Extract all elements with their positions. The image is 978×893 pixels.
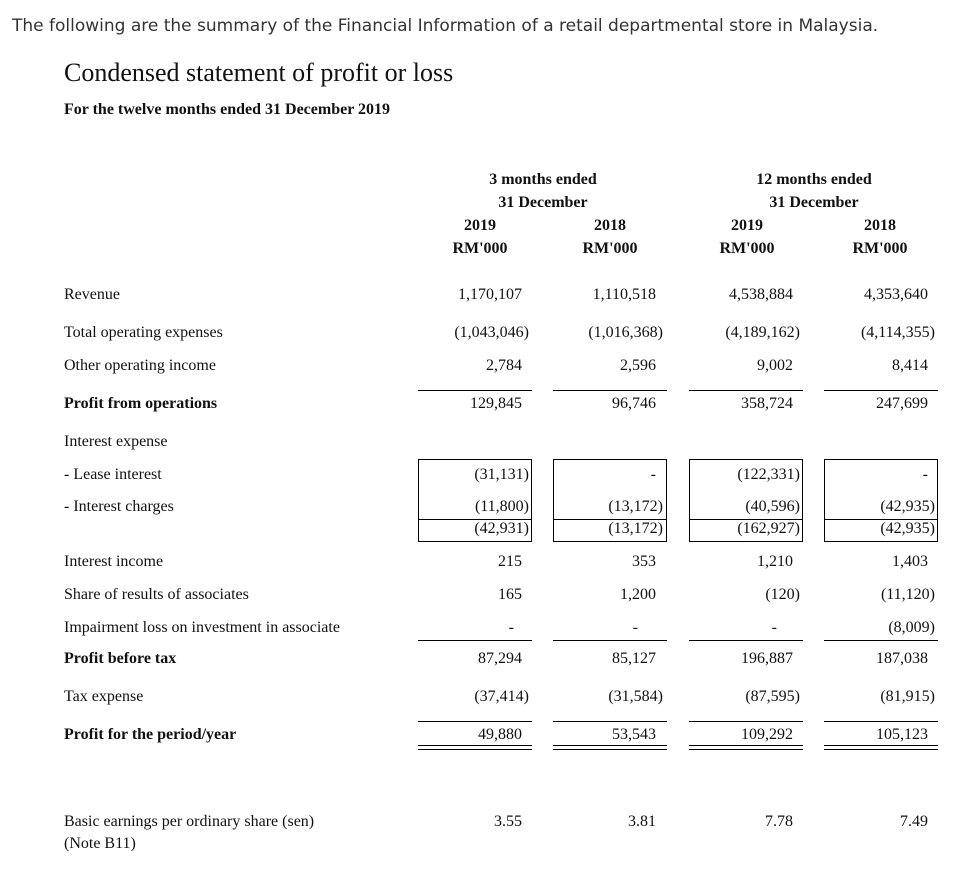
value-cell: 1,170,107	[458, 286, 522, 303]
value-cell: 187,038	[876, 650, 928, 667]
subtotal-rule	[553, 390, 667, 391]
value-cell: (40,596)	[745, 498, 800, 515]
row-label-profit-for-period: Profit for the period/year	[64, 726, 237, 743]
subtotal-rule	[553, 721, 667, 722]
value-cell: 1,110,518	[592, 286, 656, 303]
value-cell: 8,414	[892, 357, 928, 374]
row-label-basic-eps: Basic earnings per ordinary share (sen)	[64, 813, 315, 830]
total-double-rule	[824, 749, 938, 750]
value-cell: (162,927)	[737, 520, 800, 537]
column-header: 2019 RM'000	[452, 217, 508, 257]
value-cell: (8,009)	[888, 619, 935, 636]
row-label-share-of-results: Share of results of associates	[64, 586, 249, 603]
statement-subtitle: For the twelve months ended 31 December 2019	[64, 101, 391, 118]
subtotal-rule	[824, 721, 938, 722]
subtotal-rule	[689, 640, 803, 641]
column-header: 2018 RM'000	[582, 217, 638, 257]
value-cell: (11,800)	[474, 498, 529, 515]
value-cell: (1,043,046)	[454, 324, 529, 341]
value-cell: 196,887	[741, 650, 793, 667]
value-cell: 9,002	[757, 357, 793, 374]
value-cell: 3.81	[628, 813, 656, 830]
value-cell: 247,699	[876, 395, 928, 412]
value-cell: 4,538,884	[729, 286, 793, 303]
value-cell: 358,724	[741, 395, 793, 412]
total-double-rule	[689, 749, 803, 750]
total-double-rule	[418, 745, 532, 746]
row-label-profit-before-tax: Profit before tax	[64, 650, 177, 667]
value-cell: (13,172)	[608, 520, 663, 537]
value-cell: 105,123	[876, 726, 928, 743]
value-cell: (13,172)	[608, 498, 663, 515]
value-cell: (122,331)	[737, 466, 800, 483]
column-header: 2019 RM'000	[719, 217, 775, 257]
subtotal-rule	[824, 640, 938, 641]
row-label-other-operating-income: Other operating income	[64, 357, 216, 374]
value-cell: 3.55	[494, 813, 522, 830]
value-cell: 85,127	[612, 650, 656, 667]
value-cell: -	[632, 619, 638, 636]
value-cell: 4,353,640	[864, 286, 928, 303]
value-cell: (120)	[765, 586, 800, 603]
value-cell: 215	[498, 553, 522, 570]
value-cell: 49,880	[478, 726, 522, 743]
subtotal-rule	[553, 640, 667, 641]
value-cell: (42,931)	[474, 520, 529, 537]
row-label-profit-from-operations: Profit from operations	[64, 395, 218, 412]
row-label-lease-interest: - Lease interest	[64, 466, 162, 483]
value-cell: 2,784	[486, 357, 522, 374]
row-label-interest-expense: Interest expense	[64, 433, 168, 450]
value-cell: 1,403	[892, 553, 928, 570]
intro-text: The following are the summary of the Financial Information of a retail departmental store in Malaysia.	[12, 16, 879, 36]
row-label-total-operating-expenses: Total operating expenses	[64, 324, 223, 341]
row-label-interest-charges: - Interest charges	[64, 498, 174, 515]
value-cell: (4,114,355)	[860, 324, 935, 341]
row-label-note: (Note B11)	[64, 835, 136, 852]
subtotal-rule	[418, 390, 532, 391]
statement-title: Condensed statement of profit or loss	[64, 58, 454, 87]
row-label-interest-income: Interest income	[64, 553, 164, 570]
value-cell: 165	[498, 586, 522, 603]
row-label-revenue: Revenue	[64, 286, 120, 303]
header-3-months: 3 months ended 31 December	[489, 171, 597, 211]
value-cell: (81,915)	[880, 688, 935, 705]
value-cell: -	[922, 466, 928, 483]
value-cell: 7.49	[900, 813, 928, 830]
value-cell: 353	[632, 553, 656, 570]
value-cell: (4,189,162)	[725, 324, 800, 341]
value-cell: (87,595)	[745, 688, 800, 705]
value-cell: (1,016,368)	[588, 324, 663, 341]
value-cell: (31,131)	[474, 466, 529, 483]
total-double-rule	[689, 745, 803, 746]
value-cell: 2,596	[620, 357, 656, 374]
value-cell: (37,414)	[474, 688, 529, 705]
value-cell: (42,935)	[880, 498, 935, 515]
value-cell: (42,935)	[880, 520, 935, 537]
subtotal-rule	[824, 390, 938, 391]
value-cell: (11,120)	[880, 586, 935, 603]
total-double-rule	[553, 745, 667, 746]
value-cell: 1,200	[620, 586, 656, 603]
subtotal-rule	[418, 640, 532, 641]
value-cell: 7.78	[765, 813, 793, 830]
value-cell: 1,210	[757, 553, 793, 570]
subtotal-rule	[689, 721, 803, 722]
row-label-tax-expense: Tax expense	[64, 688, 144, 705]
row-label-impairment-loss: Impairment loss on investment in associate	[64, 619, 340, 636]
value-cell: 109,292	[741, 726, 793, 743]
subtotal-rule	[689, 390, 803, 391]
value-cell: (31,584)	[608, 688, 663, 705]
column-header: 2018 RM'000	[852, 217, 908, 257]
total-double-rule	[553, 749, 667, 750]
subtotal-rule	[418, 721, 532, 722]
value-cell: -	[508, 619, 514, 636]
value-cell: -	[650, 466, 656, 483]
value-cell: 87,294	[478, 650, 522, 667]
value-cell: 96,746	[612, 395, 656, 412]
total-double-rule	[824, 745, 938, 746]
total-double-rule	[418, 749, 532, 750]
value-cell: 129,845	[470, 395, 522, 412]
value-cell: -	[771, 619, 777, 636]
header-12-months: 12 months ended 31 December	[756, 171, 872, 211]
value-cell: 53,543	[612, 726, 656, 743]
